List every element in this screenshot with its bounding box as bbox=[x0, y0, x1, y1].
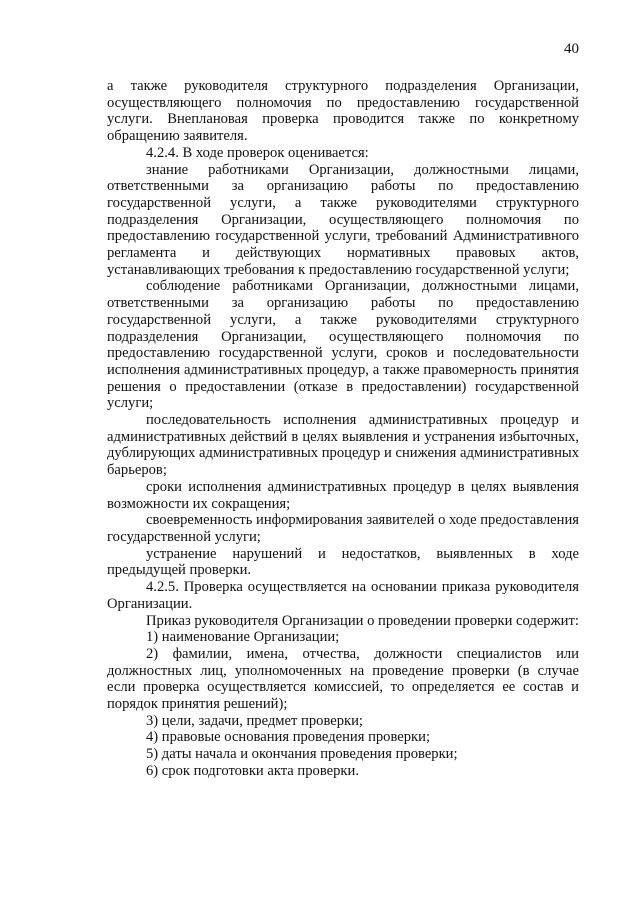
list-item-4: 4) правовые основания проведения проверки; bbox=[146, 729, 431, 746]
paragraph-compliance: соблюдение работниками Организации, должностными лицами, ответственными за организацию работы по предоставлению государственной услуги, а также руководителями структурного подразделения Организации, осуществляющего полномочия по предоставлению государственной услуги, сроков и последовательности исполнения административных процедур, а также правомерность принятия решения о предоставлении (отказе в предоставлении) государственной услуги; bbox=[107, 278, 579, 412]
paragraph-timeliness: своевременность информирования заявителей о ходе предоставления государственной услуги; bbox=[107, 512, 579, 545]
list-item-1: 1) наименование Организации; bbox=[146, 629, 340, 646]
paragraph-section-4-2-4: 4.2.4. В ходе проверок оценивается: bbox=[146, 144, 369, 161]
paragraph-knowledge: знание работниками Организации, должностными лицами, ответственными за организацию работы по предоставлению государственной услуги, а также руководителями структурного подразделения Организации, осуществляющего полномочия по предоставлению государственной услуги, требований Административного регламента и действующих нормативных правовых актов, устанавливающих требования к предоставлению государственной услуги; bbox=[107, 161, 579, 278]
document-body bbox=[107, 78, 579, 780]
paragraph-sequence: последовательность исполнения административных процедур и административных действий в целях выявления и устранения избыточных, дублирующих административных процедур и снижения административных барьеров; bbox=[107, 412, 579, 479]
paragraph-order-contains: Приказ руководителя Организации о проведении проверки содержит: bbox=[146, 612, 579, 629]
page-number: 40 bbox=[564, 41, 579, 57]
paragraph-deadlines: сроки исполнения административных процедур в целях выявления возможности их сокращения; bbox=[107, 478, 579, 512]
paragraph-elimination: устранение нарушений и недостатков, выявленных в ходе предыдущей проверки. bbox=[107, 545, 579, 579]
paragraph-continuation: а также руководителя структурного подразделения Организации, осуществляющего полномочия по предоставлению государственной услуги. Внеплановая проверка проводится также по конкретному обращению заявителя. bbox=[107, 78, 579, 145]
list-item-2: 2) фамилии, имена, отчества, должности специалистов или должностных лиц, уполномоченных на проведение проверки (в случае если проверка осуществляется комиссией, то определяется ее состав и порядок принятия решений); bbox=[107, 645, 579, 713]
paragraph-section-4-2-5: 4.2.5. Проверка осуществляется на основании приказа руководителя Организации. bbox=[107, 579, 579, 612]
list-item-5: 5) даты начала и окончания проведения проверки; bbox=[146, 746, 458, 763]
list-item-6: 6) срок подготовки акта проверки. bbox=[146, 762, 359, 779]
list-item-3: 3) цели, задачи, предмет проверки; bbox=[146, 712, 363, 729]
